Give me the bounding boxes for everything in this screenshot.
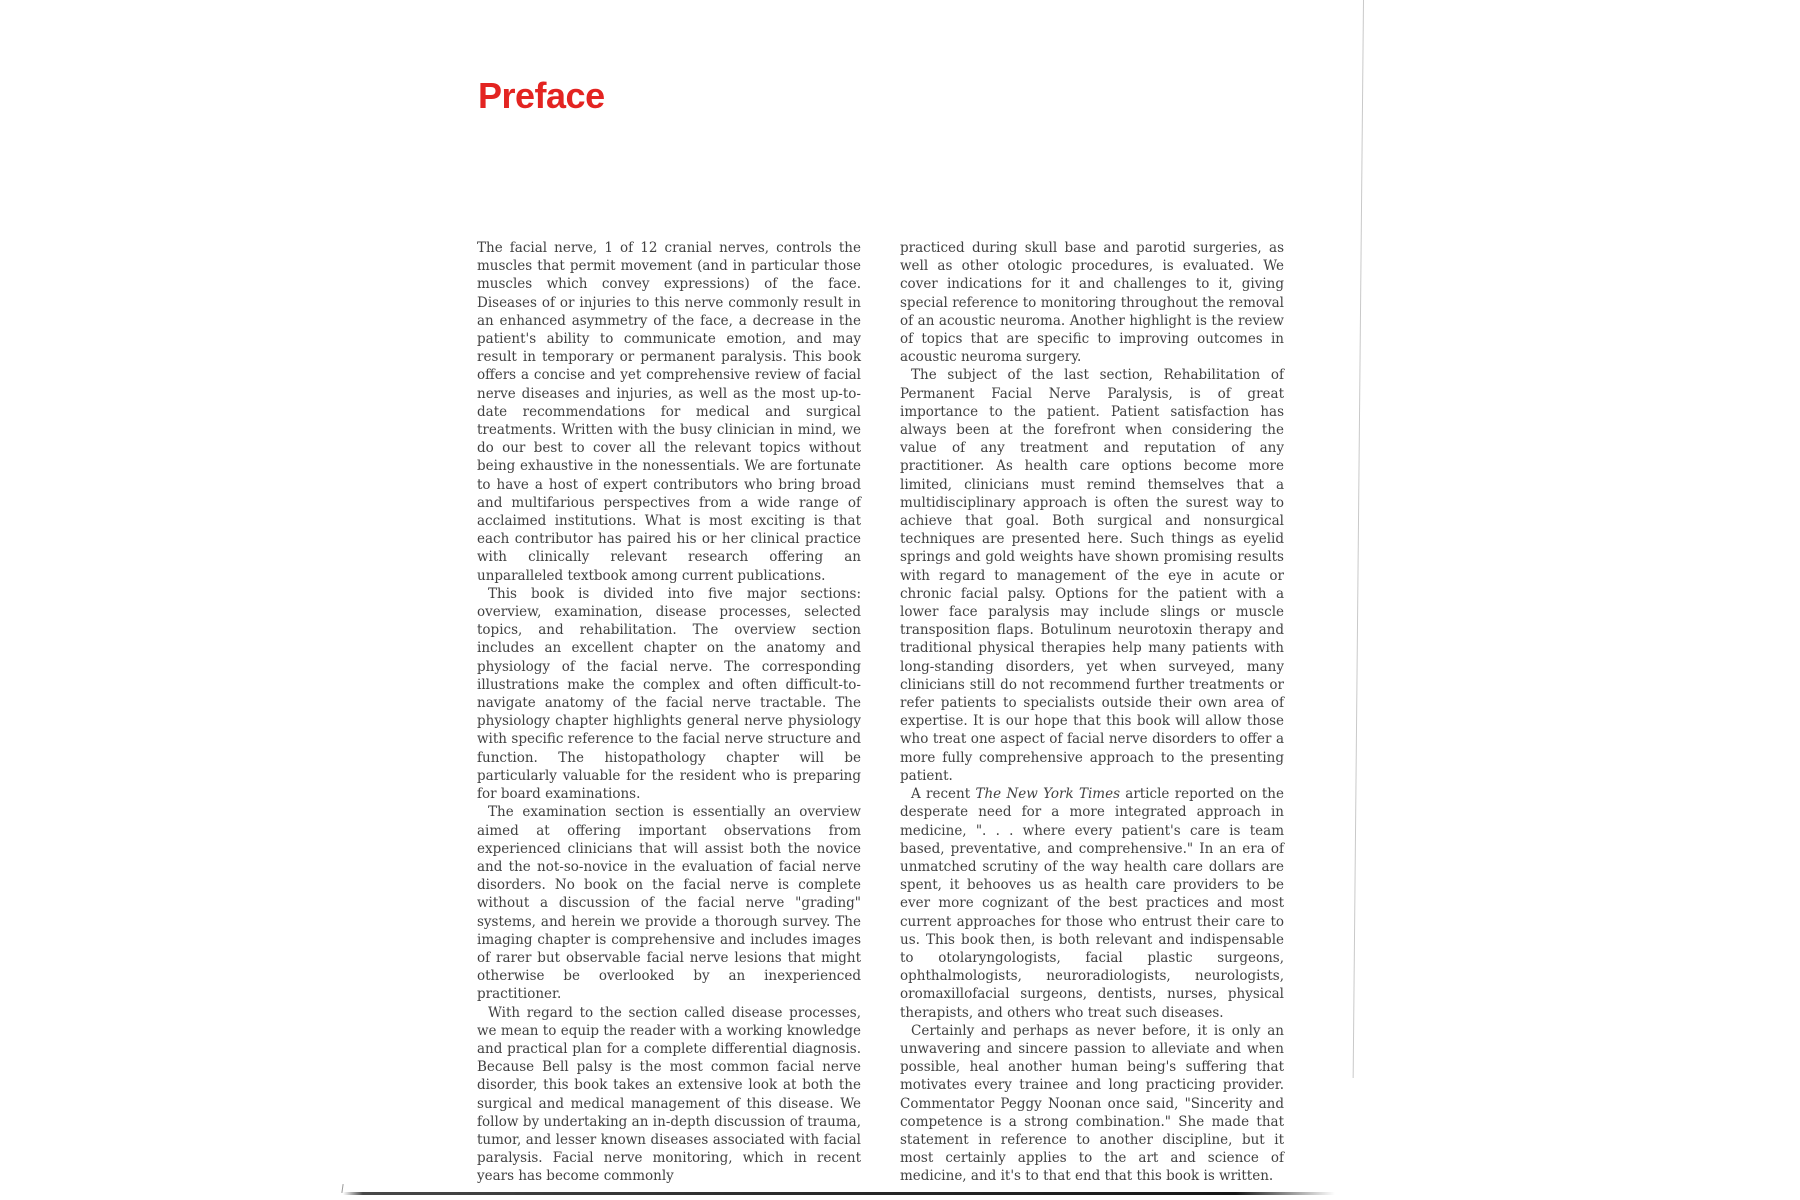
text-run: Certainly and perhaps as never before, it is only an unwavering and sincere passion to alleviate and when possible, heal another human being's suffering that motivates every trainee and long practicing provider. Commentator Peggy Noonan once said, "Sincerity and competence is a strong combination." She made that statement in reference to another discipline, but it most certainly applies to the art and science of medicine, and it's to that end that this book is written. bbox=[900, 1022, 1284, 1185]
text-run: The facial nerve, 1 of 12 cranial nerves, controls the muscles that permit movement (and in particular those muscles which convey expressions) of the face. Diseases of or injuries to this nerve commonly result in an enhanced asymmetry of the face, a decrease in the patient's ability to communicate emotion, and may result in temporary or permanent paralysis. This book offers a concise and yet comprehensive review of facial nerve diseases and injuries, as well as the most up-to-date recommendations for medical and surgical treatments. Written with the busy clinician in mind, we do our best to cover all the relevant topics without being exhaustive in the nonessentials. We are fortunate to have a host of expert contributors who bring broad and multifarious perspectives from a wide range of acclaimed institutions. What is most exciting is that each contributor has paired his or her clinical practice with clinically relevant research offering an unparalleled textbook among current publications. bbox=[477, 240, 861, 584]
left-column bbox=[477, 239, 861, 1186]
text-run: This book is divided into five major sections: overview, examination, disease processes, selected topics, and rehabilitation. The overview section includes an excellent chapter on the anatomy and physiology of the facial nerve. The corresponding illustrations make the complex and often difficult-to-navigate anatomy of the facial nerve tractable. The physiology chapter highlights general nerve physiology with specific reference to the facial nerve structure and function. The histopathology chapter will be particularly valuable for the resident who is preparing for board examinations. bbox=[477, 585, 861, 803]
text-run: article reported on the desperate need for a more integrated approach in medicine, ". . . where every patient's care is team based, preventative, and comprehensive." In an era of unmatched scrutiny of the way health care dollars are spent, it behooves us as health care providers to be ever more cognizant of the best practices and most current approaches for those who entrust their care to us. This book then, is both relevant and indispensable to otolaryngologists, facial plastic surgeons, ophthalmologists, neuroradiologists, neurologists, oromaxillofacial surgeons, dentists, nurses, physical therapists, and others who treat such diseases. bbox=[900, 786, 1284, 1021]
preface-heading: Preface bbox=[478, 75, 605, 117]
paragraph bbox=[900, 785, 1284, 1022]
page-right-edge-line bbox=[1353, 0, 1364, 1078]
paragraph bbox=[477, 585, 861, 803]
text-run: The examination section is essentially an overview aimed at offering important observations from experienced clinicians that will assist both the novice and the not-so-novice in the evaluation of facial nerve disorders. No book on the facial nerve is complete without a discussion of the facial nerve "grading" systems, and herein we provide a thorough survey. The imaging chapter is comprehensive and includes images of rarer but observable facial nerve lesions that might otherwise be overlooked by an inexperienced practitioner. bbox=[477, 804, 861, 1003]
text-run: With regard to the section called disease processes, we mean to equip the reader with a working knowledge and practical plan for a complete differential diagnosis. Because Bell palsy is the most common facial nerve disorder, this book takes an extensive look at both the surgical and medical management of this disease. We follow by undertaking an in-depth discussion of trauma, tumor, and lesser known diseases associated with facial paralysis. Facial nerve monitoring, which in recent years has become commonly bbox=[477, 1004, 861, 1185]
text-run: A recent bbox=[911, 786, 976, 803]
paragraph bbox=[900, 1022, 1284, 1186]
paragraph bbox=[900, 239, 1284, 366]
paragraph bbox=[477, 803, 861, 1003]
italic-text-run: The New York Times bbox=[975, 786, 1120, 803]
text-run: The subject of the last section, Rehabilitation of Permanent Facial Nerve Paralysis, is of great importance to the patient. Patient satisfaction has always been at the forefront when considering the value of any treatment and reputation of any practitioner. As health care options become more limited, clinicians must remind themselves that a multidisciplinary approach is often the surest way to achieve that goal. Both surgical and nonsurgical techniques are presented here. Such things as eyelid springs and gold weights have shown promising results with regard to management of the eye in acute or chronic facial palsy. Options for the patient with a lower face paralysis may include slings or muscle transposition flaps. Botulinum neurotoxin therapy and traditional physical therapies help many patients with long-standing disorders, yet when surveyed, many clinicians still do not recommend further treatments or refer patients to specialists outside their own area of expertise. It is our hope that this book will allow those who treat one aspect of facial nerve disorders to offer a more fully comprehensive approach to the presenting patient. bbox=[900, 367, 1284, 784]
page-bottom-edge-line bbox=[343, 1192, 1335, 1195]
right-column bbox=[900, 239, 1284, 1186]
paragraph bbox=[477, 1004, 861, 1186]
paragraph bbox=[900, 366, 1284, 785]
text-run: practiced during skull base and parotid surgeries, as well as other otologic procedures, is evaluated. We cover indications for it and challenges to it, giving special reference to monitoring throughout the removal of an acoustic neuroma. Another highlight is the review of topics that are specific to improving outcomes in acoustic neuroma surgery. bbox=[900, 240, 1284, 366]
paragraph bbox=[477, 239, 861, 585]
